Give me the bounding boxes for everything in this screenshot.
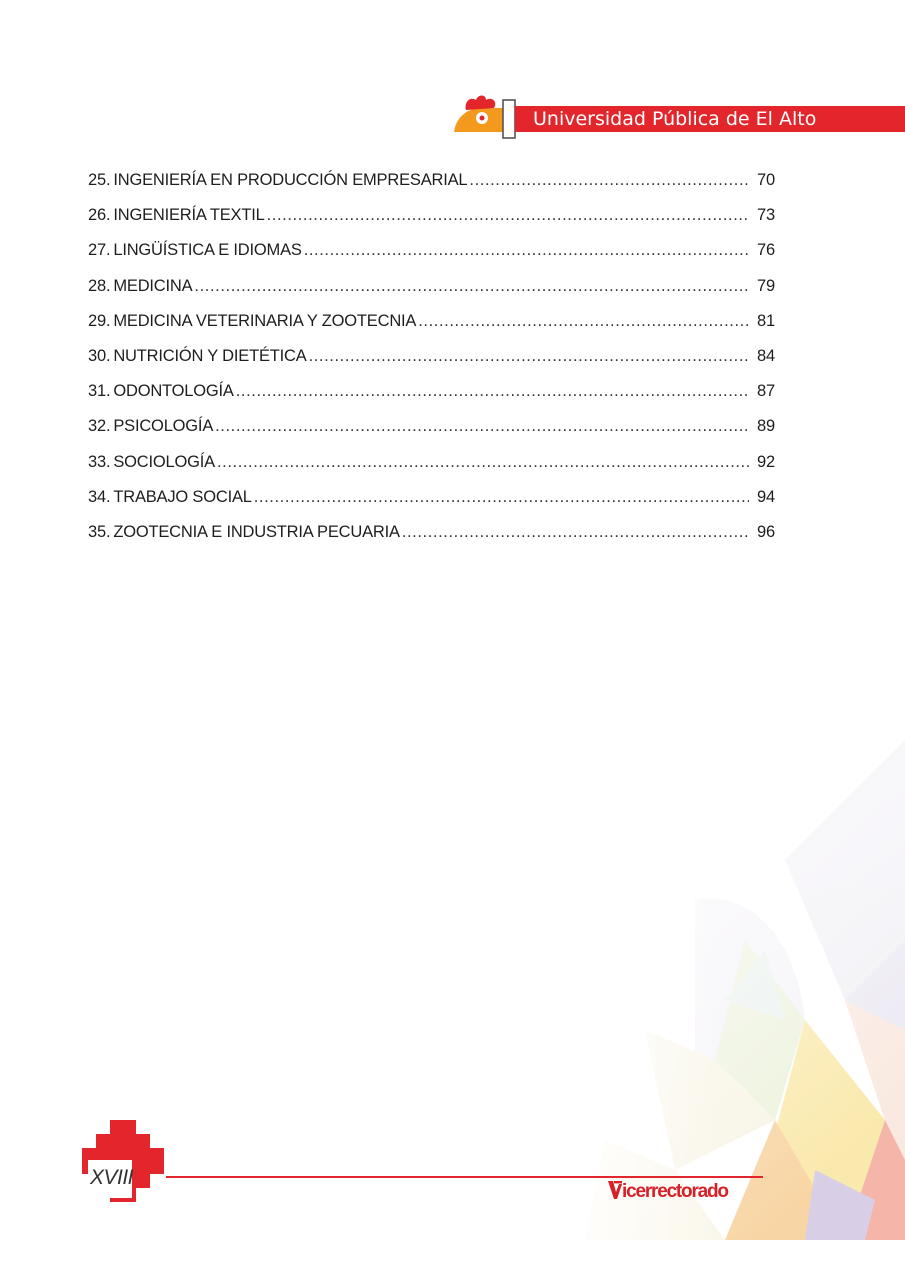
toc-entry-page: 73 xyxy=(757,206,775,225)
toc-dot-leader xyxy=(254,488,749,507)
toc-entry-number: 35. xyxy=(88,522,111,541)
vicerrectorado-v-icon xyxy=(608,1181,622,1199)
toc-entry-page: 96 xyxy=(757,522,775,541)
decorative-background-pattern xyxy=(545,700,905,1240)
toc-entry-number: 26. xyxy=(88,206,111,225)
toc-entry[interactable] xyxy=(88,382,775,417)
rooster-logo-icon xyxy=(452,94,518,140)
toc-entry-title: MEDICINA VETERINARIA Y ZOOTECNIA xyxy=(113,311,417,330)
toc-entry-title: LINGÜÍSTICA E IDIOMAS xyxy=(113,241,302,260)
toc-dot-leader xyxy=(194,277,749,296)
toc-entry-page: 81 xyxy=(757,311,775,330)
toc-entry-page: 89 xyxy=(757,417,775,436)
toc-entry-title: NUTRICIÓN Y DIETÉTICA xyxy=(113,346,307,365)
toc-entry-number: 28. xyxy=(88,276,111,295)
toc-entry-page: 79 xyxy=(757,276,775,295)
university-name-banner xyxy=(515,106,905,132)
toc-entry[interactable] xyxy=(88,417,775,452)
toc-entry-title: INGENIERÍA TEXTIL xyxy=(113,206,265,225)
toc-dot-leader xyxy=(267,206,749,225)
toc-entry[interactable] xyxy=(88,347,775,382)
toc-entry[interactable] xyxy=(88,171,775,206)
toc-entry-title: SOCIOLOGÍA xyxy=(113,452,215,471)
toc-entry-number: 27. xyxy=(88,241,111,260)
toc-entry[interactable] xyxy=(88,241,775,276)
toc-dot-leader xyxy=(304,241,749,260)
toc-entry-number: 32. xyxy=(88,417,111,436)
toc-entry-number: 33. xyxy=(88,452,111,471)
toc-entry[interactable] xyxy=(88,488,775,523)
toc-entry[interactable] xyxy=(88,277,775,312)
footer-divider xyxy=(166,1176,763,1178)
toc-entry-title: MEDICINA xyxy=(113,276,193,295)
toc-dot-leader xyxy=(309,347,749,366)
toc-entry-page: 87 xyxy=(757,382,775,401)
toc-dot-leader xyxy=(469,171,749,190)
toc-entry-number: 30. xyxy=(88,346,111,365)
toc-dot-leader xyxy=(217,453,749,472)
toc-entry-page: 76 xyxy=(757,241,775,260)
toc-entry[interactable] xyxy=(88,312,775,347)
toc-entry-title: ZOOTECNIA E INDUSTRIA PECUARIA xyxy=(113,522,400,541)
toc-entry-number: 29. xyxy=(88,311,111,330)
toc-entry-page: 94 xyxy=(757,487,775,506)
toc-entry[interactable] xyxy=(88,453,775,488)
toc-entry-page: 92 xyxy=(757,452,775,471)
toc-dot-leader xyxy=(402,523,749,542)
toc-entry[interactable] xyxy=(88,523,775,558)
toc-entry-title: PSICOLOGÍA xyxy=(113,417,214,436)
toc-entry-page: 84 xyxy=(757,346,775,365)
toc-entry-title: TRABAJO SOCIAL xyxy=(113,487,252,506)
university-name: Universidad Pública de El Alto xyxy=(533,108,817,130)
toc-entry[interactable] xyxy=(88,206,775,241)
toc-dot-leader xyxy=(215,417,749,436)
page-number: XVIII xyxy=(90,1166,134,1189)
toc-entry-number: 31. xyxy=(88,382,111,401)
toc-dot-leader xyxy=(418,312,749,331)
toc-entry-page: 70 xyxy=(757,171,775,189)
toc-entry-number: 25. xyxy=(88,171,111,189)
toc-entry-title: INGENIERÍA EN PRODUCCIÓN EMPRESARIAL xyxy=(113,171,468,189)
brand-text: icerrectorado xyxy=(622,1181,728,1202)
table-of-contents xyxy=(88,171,775,558)
toc-entry-title: ODONTOLOGÍA xyxy=(113,382,234,401)
toc-entry-number: 34. xyxy=(88,487,111,506)
toc-dot-leader xyxy=(236,382,749,401)
vicerrectorado-brand xyxy=(608,1181,728,1203)
